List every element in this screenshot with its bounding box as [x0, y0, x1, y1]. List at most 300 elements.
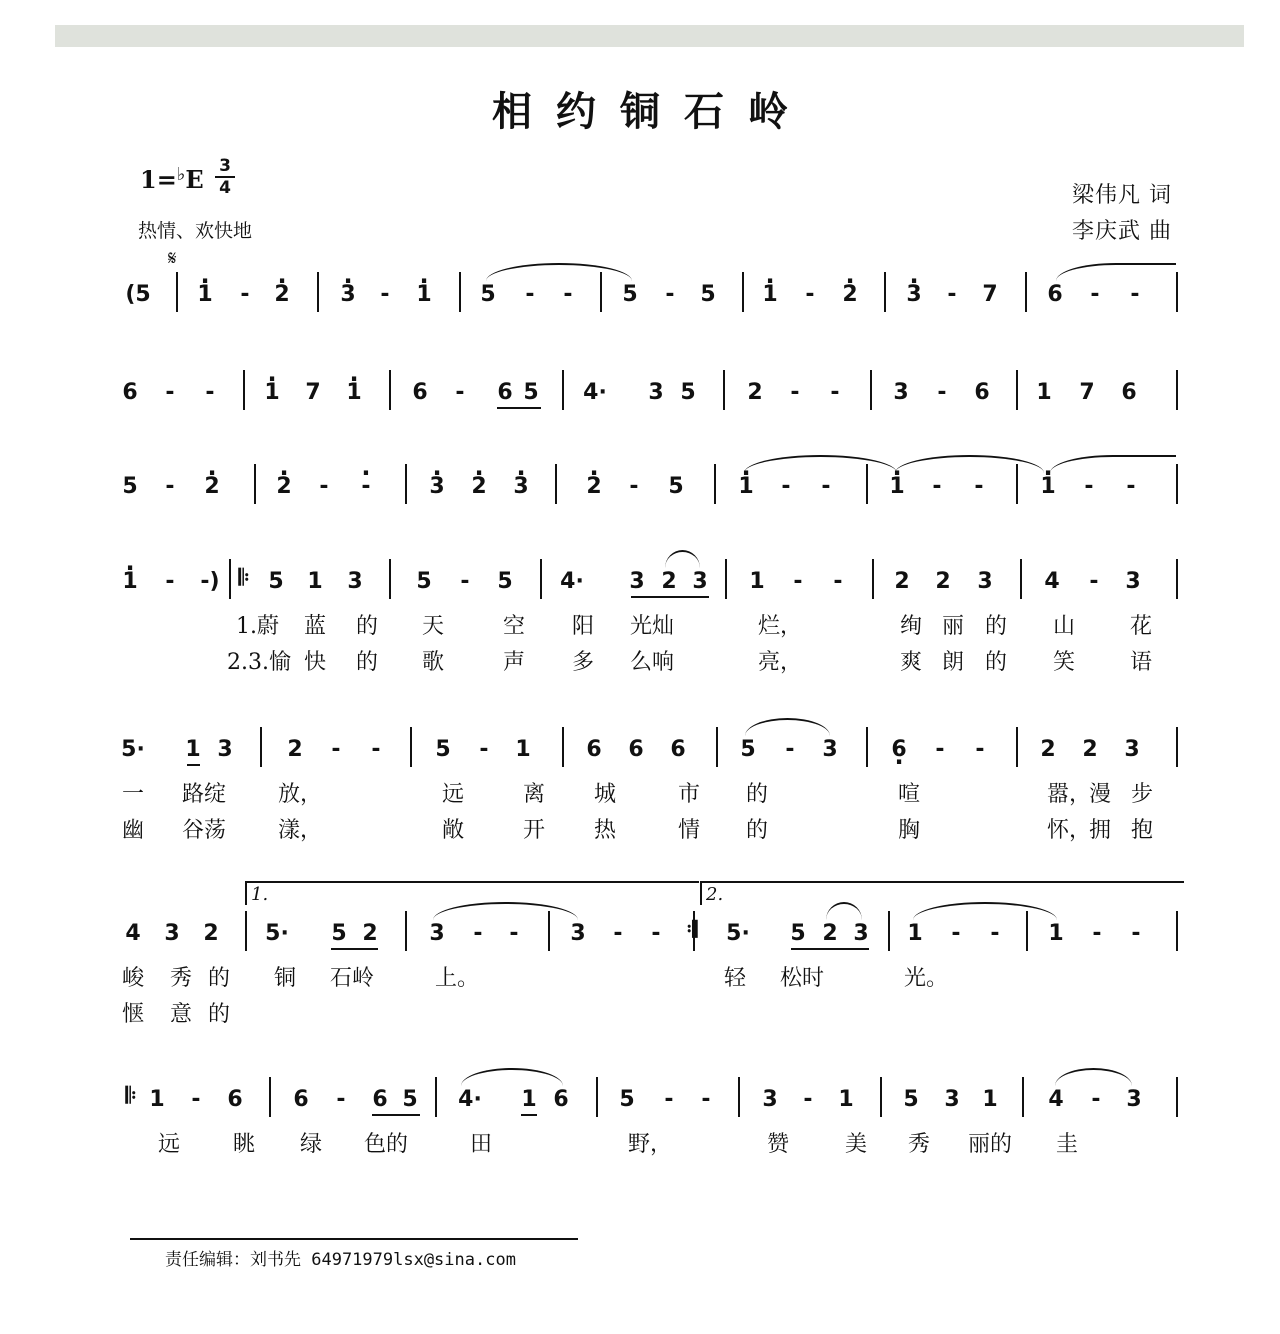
note: 2 — [822, 921, 838, 946]
barline — [872, 559, 874, 599]
barline — [1176, 272, 1178, 312]
note: 1 — [1036, 380, 1052, 405]
note: - — [479, 737, 489, 762]
lyric-verse-1: 路绽 — [182, 782, 227, 807]
note: 1 — [907, 921, 923, 946]
barline — [880, 1077, 882, 1117]
note: - — [937, 380, 947, 405]
lyric-verse-2: 2.3.愉 — [227, 650, 291, 675]
first-ending-bracket — [245, 881, 699, 905]
note: - — [165, 474, 175, 499]
note: 6 — [974, 380, 990, 405]
lyric-verse-1: 空 — [503, 614, 526, 639]
lyric-verse-1: 的 — [985, 614, 1008, 639]
barline — [888, 911, 890, 951]
note: 3 — [164, 921, 180, 946]
beam-underline — [521, 1114, 537, 1116]
note: 5 — [331, 921, 347, 946]
lyric-verse-2: 胸 — [898, 818, 921, 843]
note: - — [613, 921, 623, 946]
note: 3 — [853, 921, 869, 946]
note: 6 — [670, 737, 686, 762]
lyric-verse-2: 敞 — [442, 818, 465, 843]
note: 7 — [305, 380, 321, 405]
note: · 1 — [197, 283, 212, 307]
note: 6 — [372, 1087, 388, 1112]
lyric-verse-1: 烂， — [758, 614, 803, 639]
note: - — [932, 474, 942, 499]
lyric-verse-2: 意 — [170, 1002, 193, 1027]
barline — [870, 370, 872, 410]
lyric-verse-2: 漾， — [278, 818, 323, 843]
note: - — [563, 282, 573, 307]
note: - — [1131, 921, 1141, 946]
note: · 2 — [204, 475, 219, 499]
barline — [562, 727, 564, 767]
note: - — [525, 282, 535, 307]
beam-underline — [791, 948, 869, 950]
note: - — [205, 380, 215, 405]
note: - — [1090, 282, 1100, 307]
beam-underline — [372, 1114, 420, 1116]
barline — [459, 272, 461, 312]
note: - — [664, 1087, 674, 1112]
beam-underline — [187, 764, 200, 766]
barline — [562, 370, 564, 410]
barline — [716, 727, 718, 767]
barline — [742, 272, 744, 312]
lyric-verse-1: 丽的 — [968, 1132, 1013, 1157]
note: 5 — [668, 474, 684, 499]
lyric-verse-2: 拥 — [1089, 818, 1112, 843]
lyric-verse-1: 的 — [356, 614, 379, 639]
lyric-verse-2: 的 — [746, 818, 769, 843]
lyric-verse-1: 蓝 — [304, 614, 327, 639]
note: - — [781, 474, 791, 499]
lyric-verse-2: 惬 — [122, 1002, 145, 1027]
note: 1 — [1048, 921, 1064, 946]
note: · 1 — [122, 570, 137, 594]
tie-slur — [1055, 1068, 1132, 1086]
barline — [260, 727, 262, 767]
note: 4· — [560, 569, 584, 594]
note: 3 — [762, 1087, 778, 1112]
lyric-verse-2: 声 — [503, 650, 526, 675]
note: 2 — [287, 737, 303, 762]
note: 6 — [1047, 282, 1063, 307]
note: 5 — [680, 380, 696, 405]
repeat-start-sign: 𝄆 — [238, 566, 250, 591]
lyric-verse-1: 一 — [122, 782, 145, 807]
note: 5· — [265, 921, 289, 946]
tie-slur — [1050, 455, 1176, 473]
barline — [389, 559, 391, 599]
tie-slur — [461, 1068, 563, 1086]
repeat-end-sign: 𝄇 — [686, 918, 698, 943]
second-ending-bracket — [700, 881, 1184, 905]
note: 5 — [402, 1087, 418, 1112]
note: - — [1130, 282, 1140, 307]
note: · 1 — [264, 381, 279, 405]
note: -) — [200, 569, 220, 594]
barline — [1176, 911, 1178, 951]
lyric-verse-1: 松时 — [780, 966, 825, 991]
lyric-verse-1: 远 — [158, 1132, 181, 1157]
note: - — [1092, 921, 1102, 946]
note: 3 — [1126, 1087, 1142, 1112]
note: - — [165, 569, 175, 594]
lyric-verse-2: 谷荡 — [182, 818, 227, 843]
barline — [254, 464, 256, 504]
lyric-verse-2: 的 — [356, 650, 379, 675]
beam-underline — [331, 948, 378, 950]
note: 5 — [790, 921, 806, 946]
note: 3 — [692, 569, 708, 594]
note: - — [371, 737, 381, 762]
barline — [405, 464, 407, 504]
tie-slur — [486, 263, 632, 281]
lyric-verse-1: 花 — [1130, 614, 1153, 639]
lyric-verse-1: 田 — [470, 1132, 493, 1157]
note: · 1 — [1040, 475, 1055, 499]
note: 6 — [412, 380, 428, 405]
note: 3 — [629, 569, 645, 594]
note: - — [803, 1087, 813, 1112]
note: 5 — [416, 569, 432, 594]
lyric-verse-1: 山 — [1053, 614, 1076, 639]
tie-slur — [745, 718, 830, 736]
note: - — [990, 921, 1000, 946]
note: - — [460, 569, 470, 594]
repeat-start-sign: 𝄆 — [125, 1084, 137, 1109]
lyric-verse-2: 开 — [523, 818, 546, 843]
lyric-verse-2: 朗 — [942, 650, 965, 675]
note: · 1 — [889, 475, 904, 499]
lyric-verse-1: 的 — [746, 782, 769, 807]
note: · 2 — [276, 475, 291, 499]
lyric-verse-1: 赞 — [767, 1132, 790, 1157]
note: 2 — [747, 380, 763, 405]
note: 1 — [185, 737, 201, 762]
note: 2 — [1082, 737, 1098, 762]
barline — [1022, 1077, 1024, 1117]
lyric-verse-2: 怀， — [1047, 818, 1092, 843]
barline — [269, 1077, 271, 1117]
note: 5· — [726, 921, 750, 946]
note: · 3 — [429, 475, 444, 499]
note: 5 — [619, 1087, 635, 1112]
lyric-verse-1: 天 — [422, 614, 445, 639]
barline — [435, 1077, 437, 1117]
lyric-verse-1: 漫 — [1089, 782, 1112, 807]
note: 6 — [122, 380, 138, 405]
note: 3 — [429, 921, 445, 946]
note: 5 — [480, 282, 496, 307]
tie-slur — [1056, 263, 1176, 281]
note: · 3 — [340, 283, 355, 307]
lyric-verse-1: 铜 — [274, 966, 297, 991]
lyric-verse-1: 市 — [678, 782, 701, 807]
note: - — [821, 474, 831, 499]
note: (5 — [125, 282, 151, 307]
note: 2 — [894, 569, 910, 594]
barline — [1016, 370, 1018, 410]
lyric-verse-1: 绚 — [900, 614, 923, 639]
note: - — [380, 282, 390, 307]
note: 6 · — [891, 738, 906, 762]
note: 3 — [217, 737, 233, 762]
note: 3 — [347, 569, 363, 594]
note: 5 — [523, 380, 539, 405]
note: - — [975, 737, 985, 762]
beam-underline — [631, 596, 709, 598]
note: 6 — [227, 1087, 243, 1112]
barline — [317, 272, 319, 312]
note: 6 — [1121, 380, 1137, 405]
note: - — [240, 282, 250, 307]
barline — [555, 464, 557, 504]
lyric-verse-1: 美 — [845, 1132, 868, 1157]
note: 1 — [521, 1087, 537, 1112]
note: · 2 — [274, 283, 289, 307]
lyric-verse-1: 眺 — [233, 1132, 256, 1157]
note: 5 — [622, 282, 638, 307]
note: 3 — [1125, 569, 1141, 594]
note: 6 — [553, 1087, 569, 1112]
lyric-verse-2: 抱 — [1131, 818, 1154, 843]
lyric-verse-2: 的 — [208, 1002, 231, 1027]
barline — [884, 272, 886, 312]
note: 4 — [1044, 569, 1060, 594]
note: - — [455, 380, 465, 405]
note: - — [629, 474, 639, 499]
barline — [176, 272, 178, 312]
note: 3 — [977, 569, 993, 594]
barline — [389, 370, 391, 410]
lyric-verse-1: 上。 — [435, 966, 480, 991]
lyric-verse-1: 光。 — [904, 966, 949, 991]
lyric-verse-1: 丽 — [942, 614, 965, 639]
barline — [725, 559, 727, 599]
note: - — [785, 737, 795, 762]
note: - — [473, 921, 483, 946]
time-signature: 3 4 — [215, 156, 235, 198]
lyric-verse-2: 亮， — [758, 650, 803, 675]
note: 7 — [982, 282, 998, 307]
lyric-verse-2: 笑 — [1053, 650, 1076, 675]
note: 7 — [1079, 380, 1095, 405]
note: 6 — [628, 737, 644, 762]
note: 6 — [497, 380, 513, 405]
note: - — [191, 1087, 201, 1112]
lyric-verse-1: 绿 — [300, 1132, 323, 1157]
lyric-verse-2: 快 — [304, 650, 327, 675]
key-signature: 1=♭E — [140, 164, 204, 194]
lyric-verse-1: 的 — [208, 966, 231, 991]
note: 3 — [944, 1087, 960, 1112]
note: 6 — [586, 737, 602, 762]
note: - — [651, 921, 661, 946]
barline — [723, 370, 725, 410]
barline — [243, 370, 245, 410]
note: · - — [361, 475, 370, 499]
top-bar — [55, 25, 1244, 47]
note: 3 — [570, 921, 586, 946]
lyric-verse-1: 轻 — [724, 966, 747, 991]
note: 5 — [435, 737, 451, 762]
lyric-verse-2: 么响 — [630, 650, 675, 675]
barline — [245, 911, 247, 951]
note: 2 — [203, 921, 219, 946]
note: 3 — [893, 380, 909, 405]
note: 5 — [903, 1087, 919, 1112]
note: · 1 — [416, 283, 431, 307]
note: 6 — [293, 1087, 309, 1112]
barline — [1016, 727, 1018, 767]
note: - — [947, 282, 957, 307]
note: 1 — [307, 569, 323, 594]
note: 3 — [1124, 737, 1140, 762]
tie-slur — [895, 455, 1044, 473]
lyricist-credit: 梁伟凡 词 — [1072, 183, 1172, 208]
barline — [1176, 1077, 1178, 1117]
lyric-verse-1: 喧 — [898, 782, 921, 807]
lyric-verse-1: 秀 — [908, 1132, 931, 1157]
note: - — [165, 380, 175, 405]
note: - — [830, 380, 840, 405]
lyric-verse-1: 峻 — [122, 966, 145, 991]
lyric-verse-1: 城 — [594, 782, 617, 807]
note: 5 — [700, 282, 716, 307]
note: 1 — [749, 569, 765, 594]
lyric-verse-1: 圭 — [1056, 1132, 1079, 1157]
barline — [1176, 464, 1178, 504]
note: 1 — [838, 1087, 854, 1112]
note: 1 — [982, 1087, 998, 1112]
note: · 2 — [842, 283, 857, 307]
note: 4· — [583, 380, 607, 405]
lyric-verse-1: 1.蔚 — [236, 614, 279, 639]
note: - — [336, 1087, 346, 1112]
note: 1 — [149, 1087, 165, 1112]
note: - — [1084, 474, 1094, 499]
song-title: 相约铜石岭 — [492, 88, 812, 135]
note: 5 — [122, 474, 138, 499]
first-ending-label: 1. — [251, 884, 269, 905]
note: 5 — [497, 569, 513, 594]
footer-rule — [130, 1238, 578, 1240]
lyric-verse-1: 色的 — [364, 1132, 409, 1157]
note: - — [1091, 1087, 1101, 1112]
barline — [596, 1077, 598, 1117]
lyric-verse-2: 多 — [572, 650, 595, 675]
lyric-verse-1: 步 — [1131, 782, 1154, 807]
lyric-verse-2: 的 — [985, 650, 1008, 675]
segno-icon: 𝄋 — [168, 246, 177, 270]
tie-slur — [665, 550, 700, 568]
note: · 1 — [346, 381, 361, 405]
barline — [1176, 727, 1178, 767]
tempo-marking: 热情、欢快地 — [138, 220, 253, 242]
lyric-verse-1: 放， — [278, 782, 323, 807]
lyric-verse-2: 热 — [594, 818, 617, 843]
note: - — [790, 380, 800, 405]
lyric-verse-1: 离 — [523, 782, 546, 807]
note: - — [319, 474, 329, 499]
note: 4· — [458, 1087, 482, 1112]
lyric-verse-1: 野， — [628, 1132, 673, 1157]
lyric-verse-2: 歌 — [422, 650, 445, 675]
note: · 3 — [906, 283, 921, 307]
second-ending-label: 2. — [706, 884, 724, 905]
note: 1 — [515, 737, 531, 762]
barline — [1176, 370, 1178, 410]
beam-underline — [497, 407, 541, 409]
note: 2 — [661, 569, 677, 594]
lyric-verse-2: 爽 — [900, 650, 923, 675]
lyric-verse-2: 情 — [678, 818, 701, 843]
barline — [540, 559, 542, 599]
note: · 1 — [738, 475, 753, 499]
note: - — [1089, 569, 1099, 594]
lyric-verse-1: 远 — [442, 782, 465, 807]
note: · 3 — [513, 475, 528, 499]
tie-slur — [744, 455, 897, 473]
note: 2 — [935, 569, 951, 594]
note: - — [331, 737, 341, 762]
barline — [405, 911, 407, 951]
note: - — [665, 282, 675, 307]
note: 4 — [125, 921, 141, 946]
note: 4 — [1048, 1087, 1064, 1112]
lyric-verse-1: 秀 — [170, 966, 193, 991]
note: - — [1126, 474, 1136, 499]
note: 3 — [822, 737, 838, 762]
lyric-verse-1: 嚣， — [1047, 782, 1092, 807]
footer-credit: 责任编辑：刘书先 64971979lsx@sina.com — [165, 1250, 516, 1270]
composer-credit: 李庆武 曲 — [1072, 219, 1172, 244]
note: · 1 — [762, 283, 777, 307]
note: 5 — [268, 569, 284, 594]
barline — [1020, 559, 1022, 599]
note: - — [951, 921, 961, 946]
lyric-verse-1: 阳 — [572, 614, 595, 639]
lyric-verse-2: 幽 — [122, 818, 145, 843]
note: - — [935, 737, 945, 762]
lyric-verse-1: 石岭 — [330, 966, 375, 991]
lyric-verse-2: 语 — [1130, 650, 1153, 675]
note: · 2 — [586, 475, 601, 499]
note: - — [701, 1087, 711, 1112]
note: 5 — [740, 737, 756, 762]
note: 2 — [1040, 737, 1056, 762]
note: - — [793, 569, 803, 594]
note: 3 — [648, 380, 664, 405]
note: - — [833, 569, 843, 594]
note: 5· — [121, 737, 145, 762]
barline — [410, 727, 412, 767]
barline — [1176, 559, 1178, 599]
note: - — [509, 921, 519, 946]
barline — [866, 727, 868, 767]
note: - — [805, 282, 815, 307]
barline — [229, 559, 231, 599]
note: 2 — [362, 921, 378, 946]
lyric-verse-1: 光灿 — [630, 614, 675, 639]
note: · 2 — [471, 475, 486, 499]
barline — [738, 1077, 740, 1117]
barline — [714, 464, 716, 504]
